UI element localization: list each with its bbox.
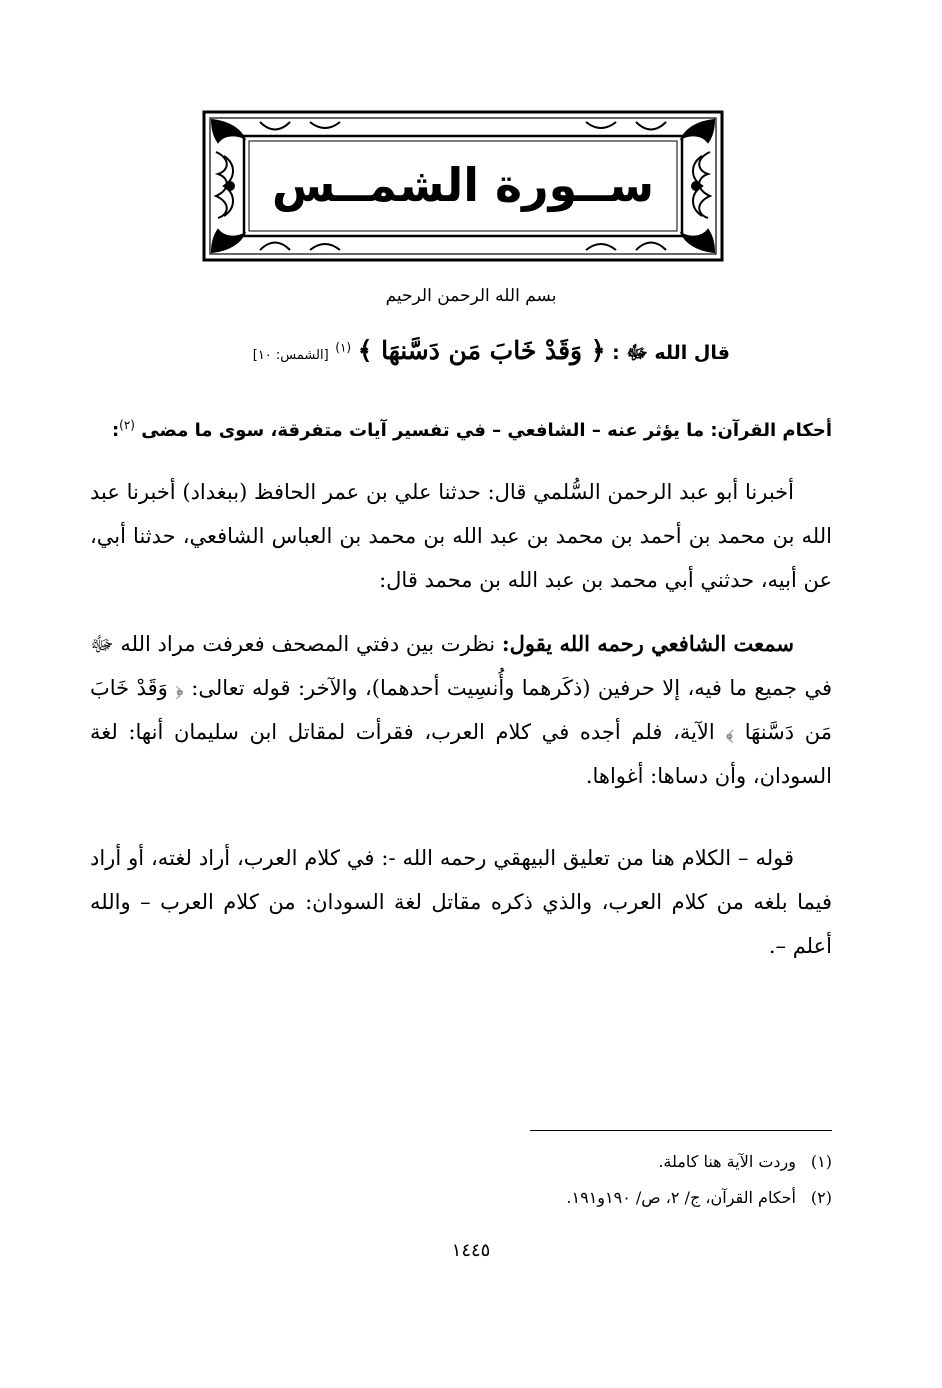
- surah-title-frame: [200, 108, 726, 264]
- section-heading-colon: :: [111, 420, 120, 441]
- footnote-text: أحكام القرآن، ج/ ٢، ص/ ١٩٠و١٩١.: [566, 1188, 796, 1207]
- footnote-mark-1: (١): [335, 340, 352, 355]
- paragraph-commentary: [90, 836, 832, 968]
- verse-quote: [253, 336, 730, 369]
- page-number: ١٤٤٥: [451, 1240, 491, 1261]
- footnote-item: [566, 1180, 832, 1216]
- quran-verse: ﴿ وَقَدْ خَابَ مَن دَسَّنهَا ﴾: [357, 336, 606, 365]
- paragraph-text: قوله – الكلام هنا من تعليق البيهقي رحمه الله -: في كلام العرب، أراد لغته، أو أراد فيما بلغه من كلام العرب، والذي ذكره مقاتل لغة السودان: من كلام العرب – والله أعلم –.: [90, 846, 832, 958]
- footnote-number: (٢): [810, 1188, 832, 1207]
- footnote-text: وردت الآية هنا كاملة.: [658, 1152, 796, 1171]
- footnote-mark-2: (٢): [119, 418, 135, 432]
- paragraph-text: أخبرنا أبو عبد الرحمن السُّلمي قال: حدثنا علي بن عمر الحافظ (ببغداد) أخبرنا عبد الله بن محمد بن أحمد بن محمد بن عبد الله بن محمد بن العباس الشافعي، حدثنا أبي، عن أبيه، حدثني أبي محمد بن عبد الله بن محمد قال:: [90, 480, 832, 592]
- paragraph-text: [90, 622, 832, 798]
- footnote-item: [566, 1144, 832, 1180]
- footnote-number: (١): [810, 1152, 832, 1171]
- quote-intro: قال الله ﷻ :: [612, 342, 730, 364]
- section-heading: [112, 418, 832, 441]
- basmala: بسم الله الرحمن الرحيم: [385, 286, 557, 306]
- section-heading-text: أحكام القرآن: ما يؤثر عنه – الشافعي – في تفسير آيات متفرقة، سوى ما مضى: [141, 420, 832, 441]
- footnote-divider: [530, 1130, 832, 1131]
- footnotes: [566, 1144, 832, 1216]
- paragraph-rest: نظرت بين دفتي المصحف فعرفت مراد الله ﷻ في جميع ما فيه، إلا حرفين (ذكَرهما وأُنسِيت أحدهما)، والآخر: قوله تعالى: ﴿ وَقَدْ خَابَ مَن دَسَّنهَا ﴾ الآية، فلم أجده في كلام العرب، فقرأت لمقاتل ابن سليمان أنها: لغة السودان، وأن دساها: أغواها.: [90, 632, 832, 788]
- paragraph-isnad: [90, 470, 832, 602]
- surah-title: ســورة الشمــس: [271, 158, 655, 212]
- verse-reference: [الشمس: ١٠]: [252, 348, 329, 363]
- paragraph-shafii-quote: [90, 622, 832, 798]
- paragraph-lead: سمعت الشافعي رحمه الله يقول:: [501, 631, 794, 656]
